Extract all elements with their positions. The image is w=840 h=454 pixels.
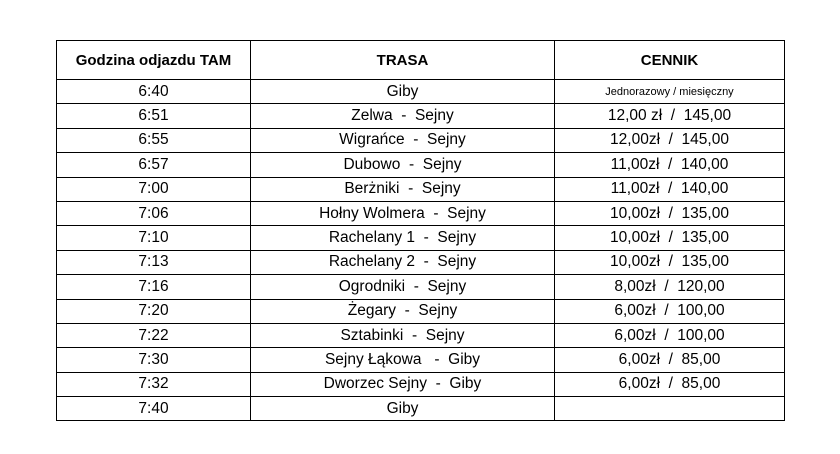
route-cell: Rachelany 2 - Sejny xyxy=(251,250,555,274)
route-cell: Zelwa - Sejny xyxy=(251,104,555,128)
departure-time-cell: 7:10 xyxy=(57,226,251,250)
route-cell: Sejny Łąkowa - Giby xyxy=(251,348,555,372)
table-row xyxy=(57,348,785,372)
price-cell: 11,00zł / 140,00 xyxy=(555,177,785,201)
header-row xyxy=(57,41,785,80)
table-row xyxy=(57,299,785,323)
price-cell: 6,00zł / 100,00 xyxy=(555,299,785,323)
table-row xyxy=(57,397,785,421)
price-cell: 12,00 zł / 145,00 xyxy=(555,104,785,128)
departure-time-cell: 7:06 xyxy=(57,201,251,225)
departure-time-cell: 6:55 xyxy=(57,128,251,152)
price-cell: 10,00zł / 135,00 xyxy=(555,250,785,274)
schedule-sheet xyxy=(56,40,784,421)
table-row xyxy=(57,250,785,274)
price-cell xyxy=(555,397,785,421)
table-row xyxy=(57,201,785,225)
table-row xyxy=(57,80,785,104)
price-cell: 6,00zł / 85,00 xyxy=(555,372,785,396)
departure-time-cell: 7:40 xyxy=(57,397,251,421)
route-cell: Giby xyxy=(251,397,555,421)
price-cell: 12,00zł / 145,00 xyxy=(555,128,785,152)
table-row xyxy=(57,372,785,396)
departure-time-cell: 7:30 xyxy=(57,348,251,372)
departure-time-cell: 7:22 xyxy=(57,323,251,347)
departure-time-cell: 7:32 xyxy=(57,372,251,396)
departure-time-cell: 7:00 xyxy=(57,177,251,201)
table-row xyxy=(57,153,785,177)
header-departure-time: Godzina odjazdu TAM xyxy=(57,41,251,80)
table-row xyxy=(57,275,785,299)
route-cell: Wigrańce - Sejny xyxy=(251,128,555,152)
table-row xyxy=(57,128,785,152)
price-cell: 6,00zł / 100,00 xyxy=(555,323,785,347)
route-cell: Giby xyxy=(251,80,555,104)
route-cell: Rachelany 1 - Sejny xyxy=(251,226,555,250)
departure-time-cell: 6:57 xyxy=(57,153,251,177)
route-cell: Dubowo - Sejny xyxy=(251,153,555,177)
route-cell: Żegary - Sejny xyxy=(251,299,555,323)
table-row xyxy=(57,226,785,250)
departure-time-cell: 6:51 xyxy=(57,104,251,128)
price-cell: 10,00zł / 135,00 xyxy=(555,226,785,250)
schedule-table xyxy=(56,40,785,421)
price-cell: 8,00zł / 120,00 xyxy=(555,275,785,299)
route-cell: Sztabinki - Sejny xyxy=(251,323,555,347)
header-route: TRASA xyxy=(251,41,555,80)
table-row xyxy=(57,104,785,128)
header-price-list: CENNIK xyxy=(555,41,785,80)
price-cell: 10,00zł / 135,00 xyxy=(555,201,785,225)
price-cell: 11,00zł / 140,00 xyxy=(555,153,785,177)
departure-time-cell: 7:13 xyxy=(57,250,251,274)
route-cell: Berżniki - Sejny xyxy=(251,177,555,201)
route-cell: Ogrodniki - Sejny xyxy=(251,275,555,299)
price-cell: Jednorazowy / miesięczny xyxy=(555,80,785,104)
table-row xyxy=(57,323,785,347)
departure-time-cell: 7:20 xyxy=(57,299,251,323)
departure-time-cell: 7:16 xyxy=(57,275,251,299)
route-cell: Hołny Wolmera - Sejny xyxy=(251,201,555,225)
route-cell: Dworzec Sejny - Giby xyxy=(251,372,555,396)
table-row xyxy=(57,177,785,201)
price-cell: 6,00zł / 85,00 xyxy=(555,348,785,372)
departure-time-cell: 6:40 xyxy=(57,80,251,104)
